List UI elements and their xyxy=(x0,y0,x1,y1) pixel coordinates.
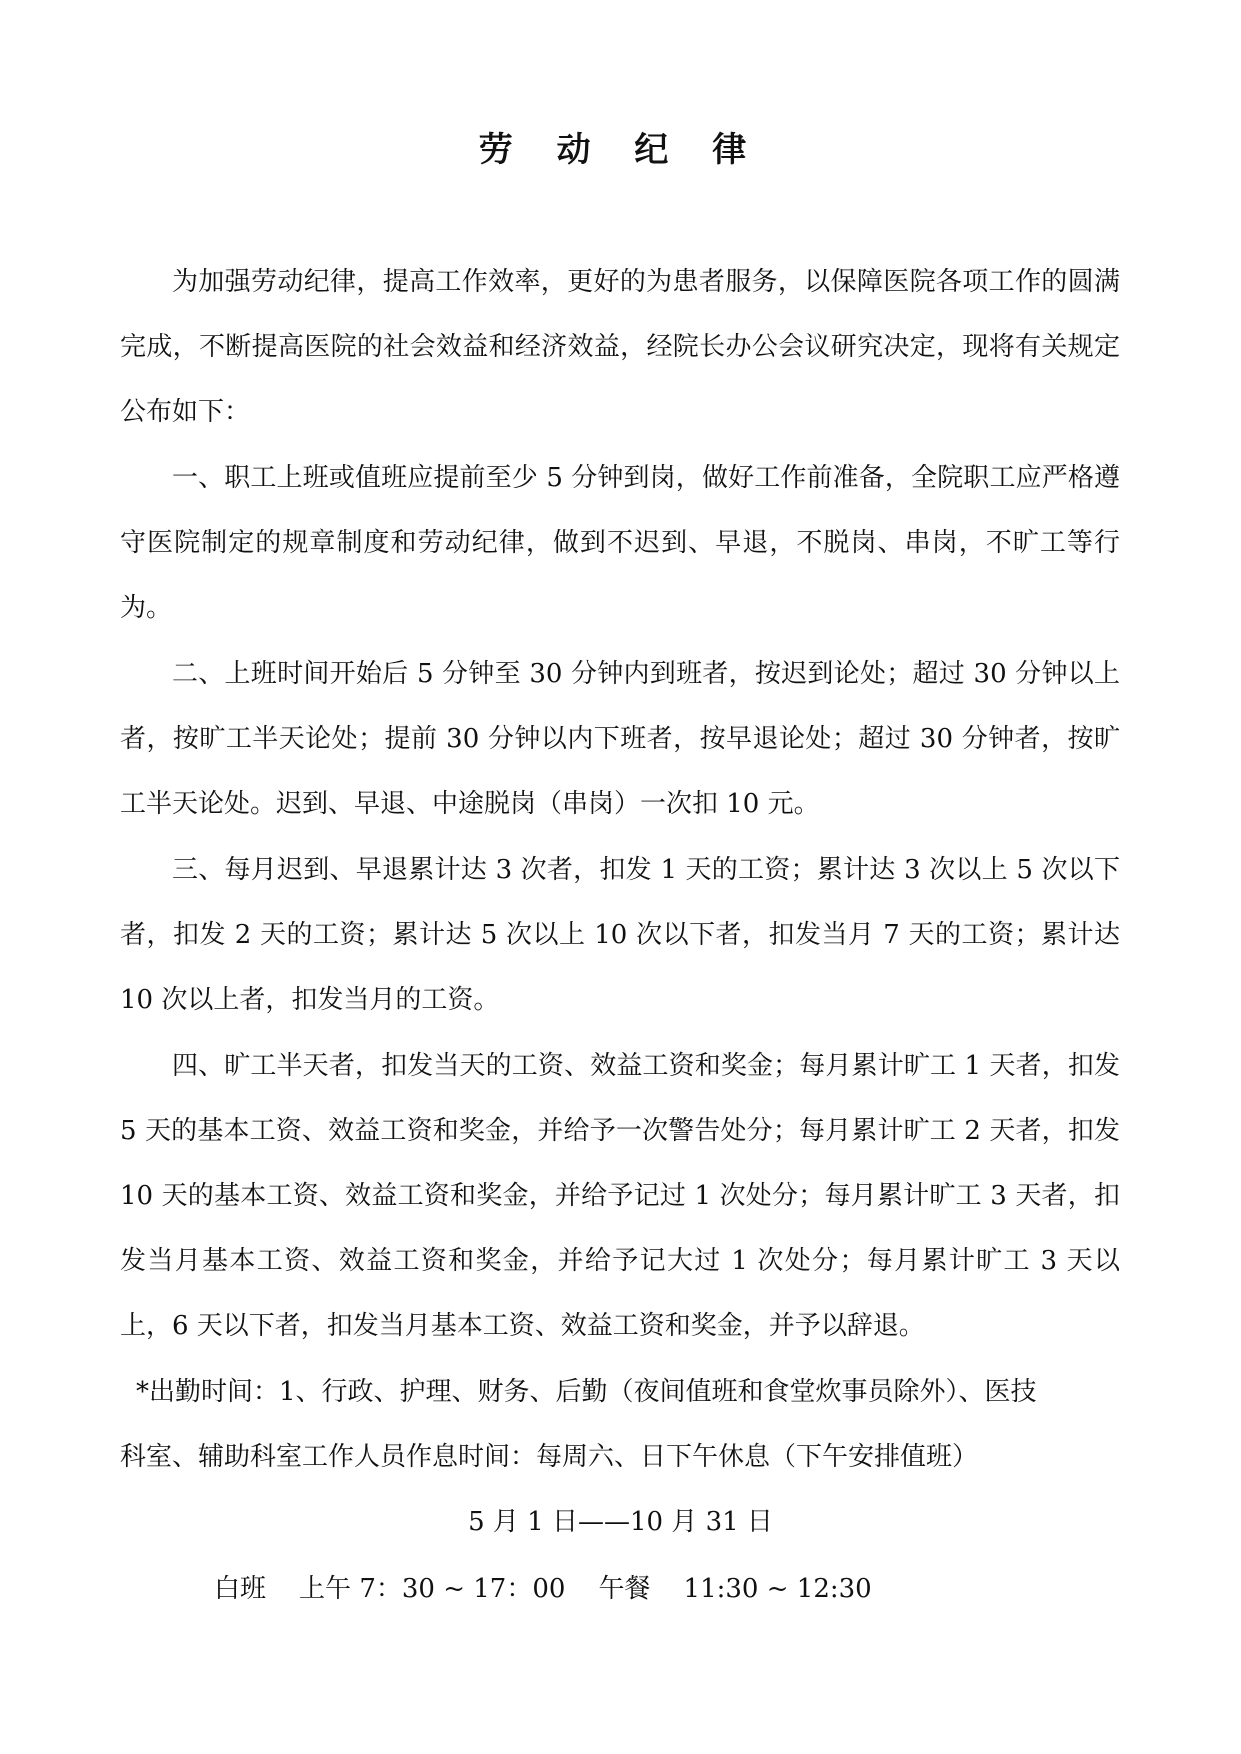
intro-paragraph: 为加强劳动纪律，提高工作效率，更好的为患者服务，以保障医院各项工作的圆满完成，不断提高医院的社会效益和经济效益，经院长办公会议研究决定，现将有关规定公布如下： xyxy=(120,267,1120,427)
rule-paragraph-3: 三、每月迟到、早退累计达 3 次者，扣发 1 天的工资；累计达 3 次以上 5 次以下者，扣发 2 天的工资；累计达 5 次以上 10 次以下者，扣发当月 7 天的工资；累计达 10 次以上者，扣发当月的工资。 xyxy=(120,855,1120,1015)
document-title: 劳 动 纪 律 xyxy=(478,130,763,170)
attendance-note xyxy=(120,1360,1116,1490)
rule-paragraph-2: 二、上班时间开始后 5 分钟至 30 分钟内到班者，按迟到论处；超过 30 分钟以上者，按旷工半天论处；提前 30 分钟以内下班者，按早退论处；超过 30 分钟者，按旷工半天论处。迟到、早退、中途脱岗（串岗）一次扣 10 元。 xyxy=(120,659,1120,819)
schedule-period: 5 月 1 日——10 月 31 日 xyxy=(468,1507,773,1537)
attendance-note-line-1: *出勤时间：1、行政、护理、财务、后勤（夜间值班和食堂炊事员除外）、医技 xyxy=(136,1377,1037,1407)
rule-paragraph-1: 一、职工上班或值班应提前至少 5 分钟到岗，做好工作前准备，全院职工应严格遵守医院制定的规章制度和劳动纪律，做到不迟到、早退，不脱岗、串岗，不旷工等行为。 xyxy=(120,463,1120,623)
attendance-note-line-2: 科室、辅助科室工作人员作息时间：每周六、日下午休息（下午安排值班） xyxy=(120,1442,979,1472)
day-shift-hours: 白班 上午 7：30 ~ 17：00 午餐 11:30 ~ 12:30 xyxy=(214,1574,872,1604)
rule-paragraph-4: 四、旷工半天者，扣发当天的工资、效益工资和奖金；每月累计旷工 1 天者，扣发 5 天的基本工资、效益工资和奖金，并给予一次警告处分；每月累计旷工 2 天者，扣发 10 天的基本工资、效益工资和奖金，并给予记过 1 次处分；每月累计旷工 3 天者，扣发当月基本工资、效益工资和奖金，并给予记大过 1 次处分；每月累计旷工 3 天以上，6 天以下者，扣发当月基本工资、效益工资和奖金，并予以辞退。 xyxy=(120,1051,1120,1341)
